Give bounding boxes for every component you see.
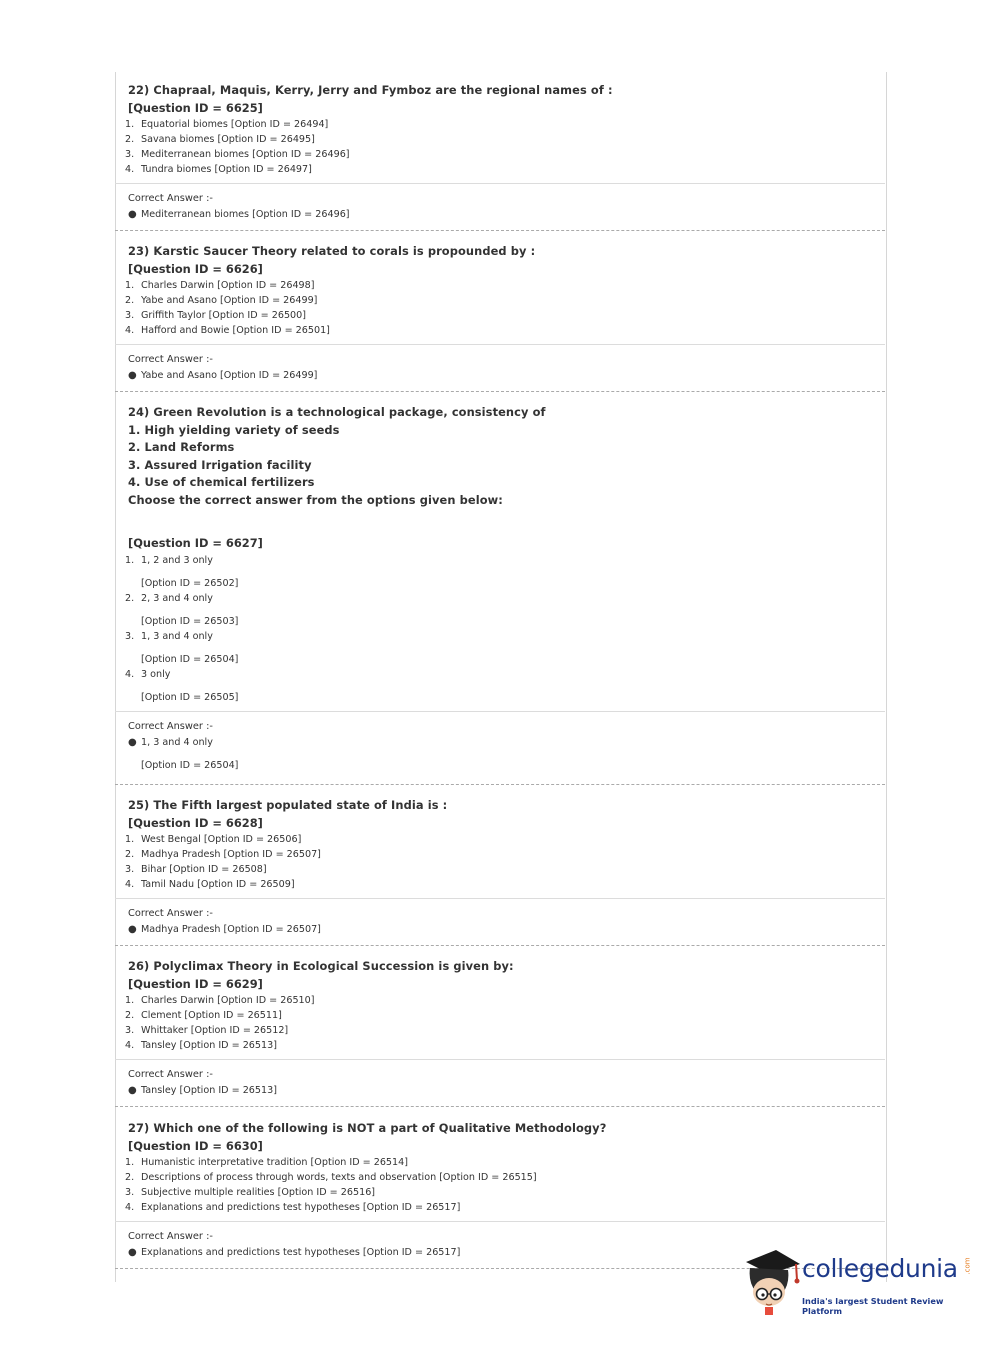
option-item: 4. Hafford and Bowie [Option ID = 26501]: [125, 325, 330, 336]
answer-box: [115, 344, 885, 384]
question-text-line: 3. Assured Irrigation facility: [128, 457, 312, 472]
option-id: [Option ID = 26505]: [141, 691, 239, 703]
logo-suffix: .com: [963, 1257, 972, 1275]
answer-box: [115, 898, 885, 938]
option-item: 1. West Bengal [Option ID = 26506]: [125, 834, 302, 845]
option-id: [Option ID = 26503]: [141, 615, 239, 627]
question-text-line: 4. Use of chemical fertilizers: [128, 475, 315, 489]
option-list: [115, 278, 885, 338]
question-id: [Question ID = 6630]: [128, 1138, 263, 1153]
logo-tagline: India's largest Student Review Platform: [802, 1296, 944, 1316]
correct-answer-option-id: [Option ID = 26504]: [141, 759, 239, 771]
option-item: 3. Bihar [Option ID = 26508]: [125, 864, 267, 875]
option-item: 4. Tamil Nadu [Option ID = 26509]: [125, 879, 295, 890]
question-26: [115, 958, 885, 1099]
answer-label: Correct Answer :-: [128, 908, 213, 919]
option-list: [115, 1155, 885, 1215]
option-item: 2. Yabe and Asano [Option ID = 26499]: [125, 295, 318, 306]
answer-label: Correct Answer :-: [128, 720, 213, 732]
option-list: [115, 832, 885, 892]
option-item: 4. Tundra biomes [Option ID = 26497]: [125, 164, 312, 175]
separator: [115, 945, 885, 946]
separator: [115, 230, 885, 231]
question-id: [Question ID = 6625]: [128, 100, 263, 115]
question-text: 26) Polyclimax Theory in Ecological Succession is given by:: [128, 959, 514, 973]
option-list: [115, 553, 885, 705]
question-text: 25) The Fifth largest populated state of India is :: [128, 798, 448, 812]
option-item: 4. Explanations and predictions test hypotheses [Option ID = 26517]: [125, 1202, 461, 1213]
separator: [115, 1106, 885, 1107]
option-item: 3. Whittaker [Option ID = 26512]: [125, 1025, 289, 1036]
answer-label: Correct Answer :-: [128, 1069, 213, 1080]
correct-answer: ● Explanations and predictions test hypotheses [Option ID = 26517]: [128, 1247, 461, 1258]
question-id: [Question ID = 6628]: [128, 815, 263, 830]
answer-box: [115, 1059, 885, 1099]
question-text-line: 2. Land Reforms: [128, 440, 235, 454]
question-27: [115, 1120, 885, 1261]
separator: [115, 784, 885, 785]
question-text: 27) Which one of the following is NOT a part of Qualitative Methodology?: [128, 1121, 607, 1135]
question-text: 24) Green Revolution is a technological package, consistency of: [128, 405, 546, 419]
option-item: 1. Equatorial biomes [Option ID = 26494]: [125, 119, 329, 130]
option-item: 4. Tansley [Option ID = 26513]: [125, 1040, 277, 1051]
logo-name: collegedunia: [802, 1254, 958, 1283]
correct-answer: ● Yabe and Asano [Option ID = 26499]: [128, 370, 318, 381]
separator: [115, 391, 885, 392]
question-text: 23) Karstic Saucer Theory related to corals is propounded by :: [128, 244, 536, 258]
question-23: [115, 243, 885, 384]
collegedunia-logo: [742, 1248, 982, 1320]
option-item: 1. 1, 2 and 3 only: [125, 554, 213, 566]
option-id: [Option ID = 26502]: [141, 577, 239, 589]
option-item: 1. Charles Darwin [Option ID = 26510]: [125, 995, 315, 1006]
mascot-icon: [742, 1248, 802, 1320]
option-item: 2. 2, 3 and 4 only: [125, 592, 213, 604]
option-item: 3. Subjective multiple realities [Option ID = 26516]: [125, 1187, 376, 1198]
correct-answer: ● 1, 3 and 4 only: [128, 736, 213, 748]
question-id: [Question ID = 6629]: [128, 976, 263, 991]
option-item: 3. Griffith Taylor [Option ID = 26500]: [125, 310, 306, 321]
option-list: [115, 117, 885, 177]
question-25: [115, 797, 885, 938]
option-item: 2. Savana biomes [Option ID = 26495]: [125, 134, 315, 145]
question-text-line: Choose the correct answer from the options given below:: [128, 492, 503, 507]
option-item: 3. 1, 3 and 4 only: [125, 630, 213, 642]
option-item: 1. Charles Darwin [Option ID = 26498]: [125, 280, 315, 291]
option-id: [Option ID = 26504]: [141, 653, 239, 665]
option-list: [115, 993, 885, 1053]
answer-label: Correct Answer :-: [128, 1231, 213, 1242]
question-id: [Question ID = 6626]: [128, 261, 263, 276]
correct-answer: ● Mediterranean biomes [Option ID = 26496]: [128, 209, 350, 220]
option-item: 1. Humanistic interpretative tradition [Option ID = 26514]: [125, 1157, 408, 1168]
answer-label: Correct Answer :-: [128, 193, 213, 204]
question-text-line: 1. High yielding variety of seeds: [128, 422, 340, 437]
answer-box: [115, 183, 885, 223]
correct-answer: ● Madhya Pradesh [Option ID = 26507]: [128, 924, 321, 935]
answer-label: Correct Answer :-: [128, 354, 213, 365]
option-item: 2. Descriptions of process through words, texts and observation [Option ID = 26515]: [125, 1172, 537, 1183]
option-item: 3. Mediterranean biomes [Option ID = 26496]: [125, 149, 350, 160]
option-item: 2. Madhya Pradesh [Option ID = 26507]: [125, 849, 321, 860]
option-item: 2. Clement [Option ID = 26511]: [125, 1010, 282, 1021]
question-id: [Question ID = 6627]: [128, 536, 263, 550]
question-22: [115, 82, 885, 223]
correct-answer: ● Tansley [Option ID = 26513]: [128, 1085, 277, 1096]
answer-box: [115, 711, 885, 773]
question-24: [115, 404, 885, 773]
question-text: 22) Chapraal, Maquis, Kerry, Jerry and Fymboz are the regional names of :: [128, 83, 613, 97]
option-item: 4. 3 only: [125, 668, 171, 680]
